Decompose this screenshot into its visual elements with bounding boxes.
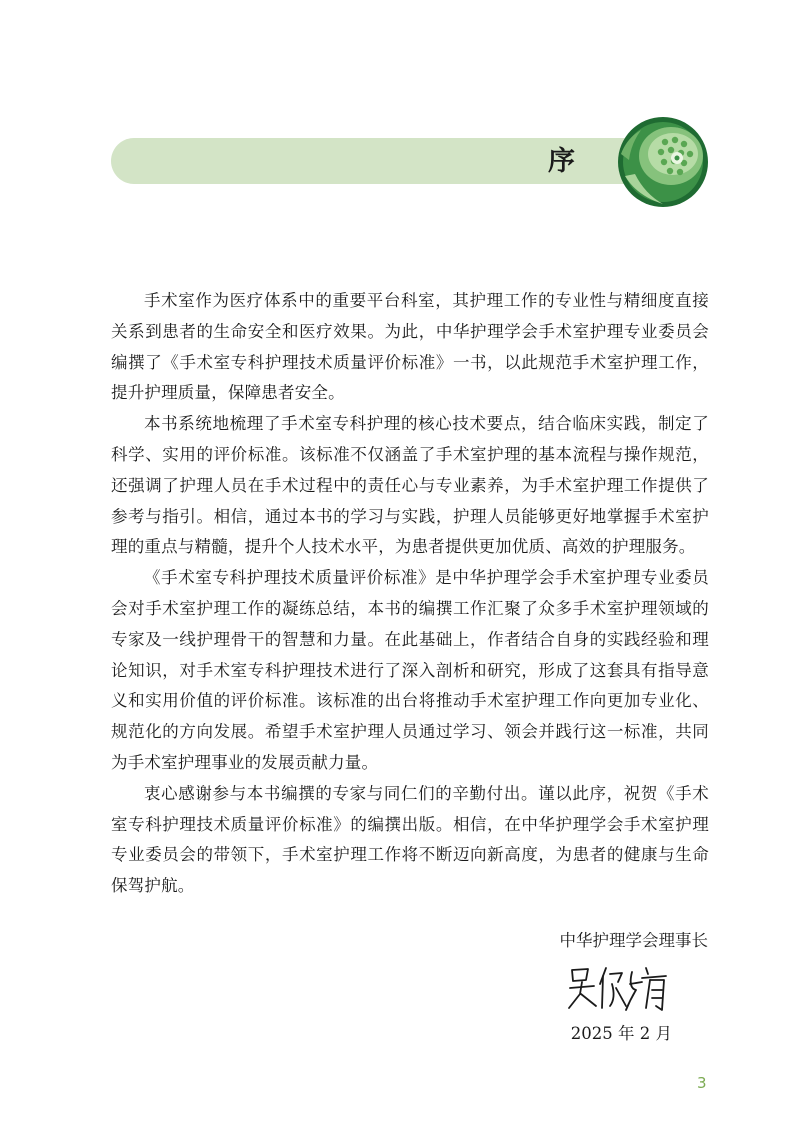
paragraph: 手术室作为医疗体系中的重要平台科室，其护理工作的专业性与精细度直接关系到患者的生命安全和医疗效果。为此，中华护理学会手术室护理专业委员会编撰了《手术室专科护理技术质量评价标准》一书，以此规范手术室护理工作，提升护理质量，保障患者安全。 [111, 291, 709, 403]
signoff-organization: 中华护理学会理事长 [559, 931, 708, 950]
paragraph: 本书系统地梳理了手术室专科护理的核心技术要点，结合临床实践，制定了科学、实用的评价标准。该标准不仅涵盖了手术室护理的基本流程与操作规范，还强调了护理人员在手术过程中的责任心与专业素养，为手术室护理工作提供了参考与指引。相信，通过本书的学习与实践，护理人员能够更好地掌握手术室护理的重点与精髓，提升个人技术水平，为患者提供更加优质、高效的护理服务。 [111, 414, 709, 557]
signoff-date: 2025 年 2 月 [570, 1024, 672, 1043]
page-title: 序 [548, 146, 575, 177]
page-number: 3 [697, 1074, 707, 1092]
handwritten-signature [566, 964, 672, 1014]
paragraph: 《手术室专科护理技术质量评价标准》是中华护理学会手术室护理专业委员会对手术室护理工作的凝练总结，本书的编撰工作汇聚了众多手术室护理领域的专家及一线护理骨干的智慧和力量。在此基础上，作者结合自身的实践经验和理论知识，对手术室专科护理技术进行了深入剖析和研究，形成了这套具有指导意义和实用价值的评价标准。该标准的出台将推动手术室护理工作向更加专业化、规范化的方向发展。希望手术室护理人员通过学习、领会并践行这一标准，共同为手术室护理事业的发展贡献力量。 [111, 568, 709, 772]
preface-body [111, 286, 709, 902]
signoff [560, 926, 709, 956]
surgical-light-emblem-icon [617, 116, 709, 208]
paragraph: 衷心感谢参与本书编撰的专家与同仁们的辛勤付出。谨以此序，祝贺《手术室专科护理技术质量评价标准》的编撰出版。相信，在中华护理学会手术室护理专业委员会的带领下，手术室护理工作将不断迈向新高度，为患者的健康与生命保驾护航。 [111, 783, 709, 896]
